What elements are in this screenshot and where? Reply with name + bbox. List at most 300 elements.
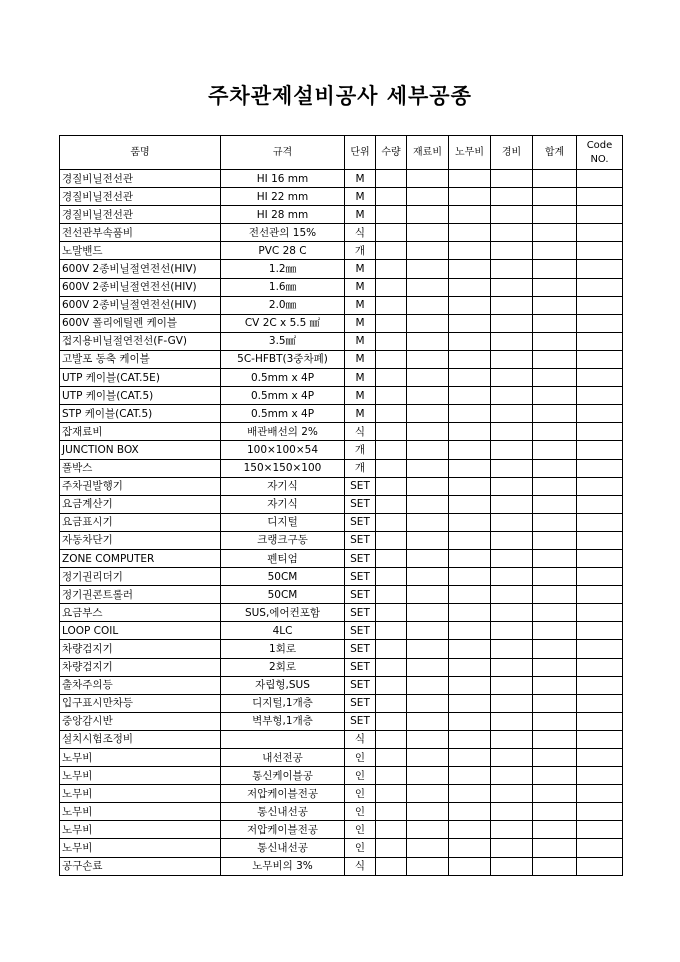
material-cost-cell <box>407 513 449 531</box>
expense-cell <box>491 242 533 260</box>
labor-cost-cell <box>449 459 491 477</box>
code-cell <box>577 405 623 423</box>
item-name-cell: UTP 케이블(CAT.5E) <box>60 369 221 387</box>
spec-cell: 저압케이블전공 <box>221 821 345 839</box>
total-cell <box>533 387 577 405</box>
total-cell <box>533 260 577 278</box>
material-cost-cell <box>407 785 449 803</box>
table-row <box>60 821 623 839</box>
qty-cell <box>376 658 407 676</box>
labor-cost-cell <box>449 314 491 332</box>
item-name-cell: 요금계산기 <box>60 495 221 513</box>
table-row <box>60 441 623 459</box>
expense-cell <box>491 423 533 441</box>
unit-cell: M <box>345 260 376 278</box>
page-title: 주차관제설비공사 세부공종 <box>208 83 472 108</box>
total-cell <box>533 278 577 296</box>
spec-cell: SUS,에어컨포함 <box>221 604 345 622</box>
unit-cell: M <box>345 170 376 188</box>
total-cell <box>533 712 577 730</box>
material-cost-cell <box>407 803 449 821</box>
unit-cell: 인 <box>345 821 376 839</box>
item-name-cell: 600V 2종비닐절연전선(HIV) <box>60 260 221 278</box>
unit-cell: SET <box>345 622 376 640</box>
unit-cell: SET <box>345 712 376 730</box>
material-cost-cell <box>407 531 449 549</box>
total-cell <box>533 821 577 839</box>
spec-cell: 1.6㎜ <box>221 278 345 296</box>
material-cost-cell <box>407 296 449 314</box>
code-cell <box>577 857 623 875</box>
material-cost-cell <box>407 405 449 423</box>
table-row <box>60 314 623 332</box>
expense-cell <box>491 188 533 206</box>
code-cell <box>577 676 623 694</box>
item-name-cell: 요금표시기 <box>60 513 221 531</box>
material-cost-cell <box>407 387 449 405</box>
unit-cell: SET <box>345 531 376 549</box>
labor-cost-cell <box>449 423 491 441</box>
table-row <box>60 260 623 278</box>
spec-cell: 펜티엄 <box>221 549 345 567</box>
spec-cell: 4LC <box>221 622 345 640</box>
unit-cell: M <box>345 369 376 387</box>
table-row <box>60 188 623 206</box>
spec-cell: HI 22 mm <box>221 188 345 206</box>
code-cell <box>577 224 623 242</box>
expense-cell <box>491 785 533 803</box>
unit-cell: SET <box>345 676 376 694</box>
code-cell <box>577 495 623 513</box>
unit-cell: M <box>345 314 376 332</box>
spec-cell: 0.5mm x 4P <box>221 369 345 387</box>
labor-cost-cell <box>449 332 491 350</box>
qty-cell <box>376 821 407 839</box>
total-cell <box>533 495 577 513</box>
expense-cell <box>491 749 533 767</box>
table-row <box>60 749 623 767</box>
expense-cell <box>491 694 533 712</box>
material-cost-cell <box>407 188 449 206</box>
expense-cell <box>491 730 533 748</box>
spec-cell: 디지털,1개층 <box>221 694 345 712</box>
spec-cell: 1.2㎜ <box>221 260 345 278</box>
code-cell <box>577 785 623 803</box>
qty-cell <box>376 767 407 785</box>
material-cost-cell <box>407 749 449 767</box>
estimate-table <box>59 135 623 876</box>
unit-cell: SET <box>345 694 376 712</box>
table-row <box>60 568 623 586</box>
code-cell <box>577 658 623 676</box>
table-row <box>60 350 623 368</box>
item-name-cell: 차량검지기 <box>60 640 221 658</box>
table-row <box>60 857 623 875</box>
spec-cell: 50CM <box>221 568 345 586</box>
expense-cell <box>491 350 533 368</box>
header-code <box>577 136 623 170</box>
spec-cell: 디지털 <box>221 513 345 531</box>
item-name-cell: 노무비 <box>60 839 221 857</box>
expense-cell <box>491 170 533 188</box>
spec-cell: 2.0㎜ <box>221 296 345 314</box>
spec-cell: 3.5㎟ <box>221 332 345 350</box>
total-cell <box>533 296 577 314</box>
labor-cost-cell <box>449 568 491 586</box>
material-cost-cell <box>407 549 449 567</box>
header-total: 합계 <box>533 136 577 170</box>
expense-cell <box>491 296 533 314</box>
expense-cell <box>491 278 533 296</box>
header-item: 품명 <box>60 136 221 170</box>
item-name-cell: 노말밴드 <box>60 242 221 260</box>
unit-cell: SET <box>345 549 376 567</box>
spec-cell: 통신내선공 <box>221 839 345 857</box>
total-cell <box>533 839 577 857</box>
table-row <box>60 423 623 441</box>
labor-cost-cell <box>449 513 491 531</box>
qty-cell <box>376 477 407 495</box>
table-row <box>60 604 623 622</box>
code-cell <box>577 604 623 622</box>
unit-cell: M <box>345 332 376 350</box>
table-row <box>60 640 623 658</box>
spec-cell: 자립형,SUS <box>221 676 345 694</box>
qty-cell <box>376 549 407 567</box>
item-name-cell: 설치시험조정비 <box>60 730 221 748</box>
qty-cell <box>376 260 407 278</box>
table-row <box>60 495 623 513</box>
total-cell <box>533 676 577 694</box>
spec-cell: 0.5mm x 4P <box>221 387 345 405</box>
unit-cell: M <box>345 387 376 405</box>
item-name-cell: 요금부스 <box>60 604 221 622</box>
qty-cell <box>376 749 407 767</box>
table-row <box>60 369 623 387</box>
spec-cell: HI 16 mm <box>221 170 345 188</box>
qty-cell <box>376 568 407 586</box>
expense-cell <box>491 622 533 640</box>
item-name-cell: 자동차단기 <box>60 531 221 549</box>
header-spec: 규격 <box>221 136 345 170</box>
code-cell <box>577 170 623 188</box>
qty-cell <box>376 803 407 821</box>
material-cost-cell <box>407 658 449 676</box>
table-row <box>60 405 623 423</box>
table-row <box>60 477 623 495</box>
spec-cell: 내선전공 <box>221 749 345 767</box>
labor-cost-cell <box>449 387 491 405</box>
total-cell <box>533 459 577 477</box>
unit-cell: SET <box>345 568 376 586</box>
material-cost-cell <box>407 622 449 640</box>
qty-cell <box>376 640 407 658</box>
unit-cell: 인 <box>345 785 376 803</box>
unit-cell: 식 <box>345 224 376 242</box>
material-cost-cell <box>407 640 449 658</box>
table-row <box>60 839 623 857</box>
expense-cell <box>491 513 533 531</box>
table-row <box>60 531 623 549</box>
item-name-cell: 차량검지기 <box>60 658 221 676</box>
code-cell <box>577 549 623 567</box>
item-name-cell: 600V 폴리에틸렌 케이블 <box>60 314 221 332</box>
item-name-cell: 노무비 <box>60 767 221 785</box>
spec-cell: 150×150×100 <box>221 459 345 477</box>
material-cost-cell <box>407 459 449 477</box>
expense-cell <box>491 586 533 604</box>
item-name-cell: 잡재료비 <box>60 423 221 441</box>
labor-cost-cell <box>449 604 491 622</box>
total-cell <box>533 350 577 368</box>
table-row <box>60 206 623 224</box>
table-row <box>60 242 623 260</box>
item-name-cell: 전선관부속품비 <box>60 224 221 242</box>
total-cell <box>533 749 577 767</box>
table-body <box>60 170 623 876</box>
code-cell <box>577 640 623 658</box>
spec-cell: 자기식 <box>221 495 345 513</box>
qty-cell <box>376 730 407 748</box>
total-cell <box>533 604 577 622</box>
expense-cell <box>491 332 533 350</box>
unit-cell: M <box>345 405 376 423</box>
spec-cell: 크랭크구동 <box>221 531 345 549</box>
unit-cell: SET <box>345 640 376 658</box>
qty-cell <box>376 839 407 857</box>
qty-cell <box>376 332 407 350</box>
code-cell <box>577 749 623 767</box>
total-cell <box>533 242 577 260</box>
item-name-cell: 정기권리더기 <box>60 568 221 586</box>
expense-cell <box>491 495 533 513</box>
total-cell <box>533 586 577 604</box>
material-cost-cell <box>407 441 449 459</box>
table-row <box>60 712 623 730</box>
qty-cell <box>376 423 407 441</box>
code-cell <box>577 296 623 314</box>
labor-cost-cell <box>449 839 491 857</box>
expense-cell <box>491 821 533 839</box>
unit-cell: 개 <box>345 459 376 477</box>
code-cell <box>577 206 623 224</box>
qty-cell <box>376 785 407 803</box>
table-row <box>60 296 623 314</box>
material-cost-cell <box>407 242 449 260</box>
qty-cell <box>376 369 407 387</box>
expense-cell <box>491 839 533 857</box>
expense-cell <box>491 549 533 567</box>
unit-cell: 인 <box>345 767 376 785</box>
table-row <box>60 658 623 676</box>
header-material-cost: 재료비 <box>407 136 449 170</box>
item-name-cell: ZONE COMPUTER <box>60 549 221 567</box>
total-cell <box>533 369 577 387</box>
total-cell <box>533 694 577 712</box>
unit-cell: 개 <box>345 242 376 260</box>
unit-cell: M <box>345 206 376 224</box>
code-cell <box>577 568 623 586</box>
total-cell <box>533 405 577 423</box>
item-name-cell: UTP 케이블(CAT.5) <box>60 387 221 405</box>
material-cost-cell <box>407 350 449 368</box>
code-cell <box>577 314 623 332</box>
item-name-cell: 노무비 <box>60 785 221 803</box>
expense-cell <box>491 477 533 495</box>
code-cell <box>577 586 623 604</box>
expense-cell <box>491 260 533 278</box>
table-row <box>60 387 623 405</box>
expense-cell <box>491 387 533 405</box>
spec-cell: 노무비의 3% <box>221 857 345 875</box>
qty-cell <box>376 676 407 694</box>
expense-cell <box>491 767 533 785</box>
total-cell <box>533 314 577 332</box>
unit-cell: M <box>345 350 376 368</box>
spec-cell: 0.5mm x 4P <box>221 405 345 423</box>
material-cost-cell <box>407 278 449 296</box>
table-row <box>60 549 623 567</box>
qty-cell <box>376 604 407 622</box>
unit-cell: 인 <box>345 749 376 767</box>
total-cell <box>533 568 577 586</box>
qty-cell <box>376 188 407 206</box>
material-cost-cell <box>407 712 449 730</box>
unit-cell: M <box>345 296 376 314</box>
spec-cell <box>221 730 345 748</box>
expense-cell <box>491 658 533 676</box>
header-code-line1: Code <box>586 139 613 151</box>
total-cell <box>533 640 577 658</box>
spec-cell: 통신케이블공 <box>221 767 345 785</box>
spec-cell: 배관배선의 2% <box>221 423 345 441</box>
expense-cell <box>491 206 533 224</box>
labor-cost-cell <box>449 350 491 368</box>
item-name-cell: 노무비 <box>60 749 221 767</box>
qty-cell <box>376 694 407 712</box>
table-row <box>60 694 623 712</box>
unit-cell: M <box>345 278 376 296</box>
labor-cost-cell <box>449 224 491 242</box>
labor-cost-cell <box>449 640 491 658</box>
qty-cell <box>376 314 407 332</box>
code-cell <box>577 242 623 260</box>
total-cell <box>533 332 577 350</box>
code-cell <box>577 730 623 748</box>
material-cost-cell <box>407 604 449 622</box>
header-row <box>60 136 623 170</box>
spec-cell: 5C-HFBT(3중차폐) <box>221 350 345 368</box>
table-row <box>60 803 623 821</box>
spec-cell: 벽부형,1개층 <box>221 712 345 730</box>
material-cost-cell <box>407 260 449 278</box>
material-cost-cell <box>407 423 449 441</box>
material-cost-cell <box>407 369 449 387</box>
unit-cell: 인 <box>345 803 376 821</box>
item-name-cell: LOOP COIL <box>60 622 221 640</box>
labor-cost-cell <box>449 712 491 730</box>
code-cell <box>577 441 623 459</box>
spec-cell: 저압케이블전공 <box>221 785 345 803</box>
material-cost-cell <box>407 332 449 350</box>
item-name-cell: 출차주의등 <box>60 676 221 694</box>
code-cell <box>577 694 623 712</box>
spec-cell: 50CM <box>221 586 345 604</box>
item-name-cell: 노무비 <box>60 803 221 821</box>
unit-cell: SET <box>345 495 376 513</box>
material-cost-cell <box>407 676 449 694</box>
table-row <box>60 332 623 350</box>
code-cell <box>577 622 623 640</box>
unit-cell: M <box>345 188 376 206</box>
table-row <box>60 622 623 640</box>
table-row <box>60 224 623 242</box>
qty-cell <box>376 857 407 875</box>
qty-cell <box>376 495 407 513</box>
total-cell <box>533 531 577 549</box>
total-cell <box>533 224 577 242</box>
material-cost-cell <box>407 568 449 586</box>
labor-cost-cell <box>449 857 491 875</box>
code-cell <box>577 839 623 857</box>
qty-cell <box>376 224 407 242</box>
labor-cost-cell <box>449 785 491 803</box>
unit-cell: 식 <box>345 857 376 875</box>
code-cell <box>577 369 623 387</box>
labor-cost-cell <box>449 441 491 459</box>
labor-cost-cell <box>449 495 491 513</box>
unit-cell: SET <box>345 513 376 531</box>
qty-cell <box>376 712 407 730</box>
table-row <box>60 586 623 604</box>
item-name-cell: 고발포 동축 케이블 <box>60 350 221 368</box>
total-cell <box>533 767 577 785</box>
code-cell <box>577 803 623 821</box>
header-labor-cost: 노무비 <box>449 136 491 170</box>
expense-cell <box>491 712 533 730</box>
material-cost-cell <box>407 477 449 495</box>
total-cell <box>533 857 577 875</box>
labor-cost-cell <box>449 369 491 387</box>
table-row <box>60 676 623 694</box>
labor-cost-cell <box>449 622 491 640</box>
expense-cell <box>491 369 533 387</box>
spec-cell: 통신내선공 <box>221 803 345 821</box>
item-name-cell: 경질비닐전선관 <box>60 170 221 188</box>
total-cell <box>533 803 577 821</box>
header-code-line2: NO. <box>590 153 609 165</box>
header-expense: 경비 <box>491 136 533 170</box>
expense-cell <box>491 604 533 622</box>
material-cost-cell <box>407 767 449 785</box>
spec-cell: 1회로 <box>221 640 345 658</box>
item-name-cell: 600V 2종비닐절연전선(HIV) <box>60 278 221 296</box>
spec-cell: 자기식 <box>221 477 345 495</box>
qty-cell <box>376 387 407 405</box>
qty-cell <box>376 242 407 260</box>
expense-cell <box>491 459 533 477</box>
table-row <box>60 767 623 785</box>
total-cell <box>533 549 577 567</box>
total-cell <box>533 622 577 640</box>
unit-cell: 식 <box>345 423 376 441</box>
qty-cell <box>376 513 407 531</box>
item-name-cell: 접지용비닐절연전선(F-GV) <box>60 332 221 350</box>
qty-cell <box>376 586 407 604</box>
total-cell <box>533 423 577 441</box>
total-cell <box>533 441 577 459</box>
total-cell <box>533 170 577 188</box>
